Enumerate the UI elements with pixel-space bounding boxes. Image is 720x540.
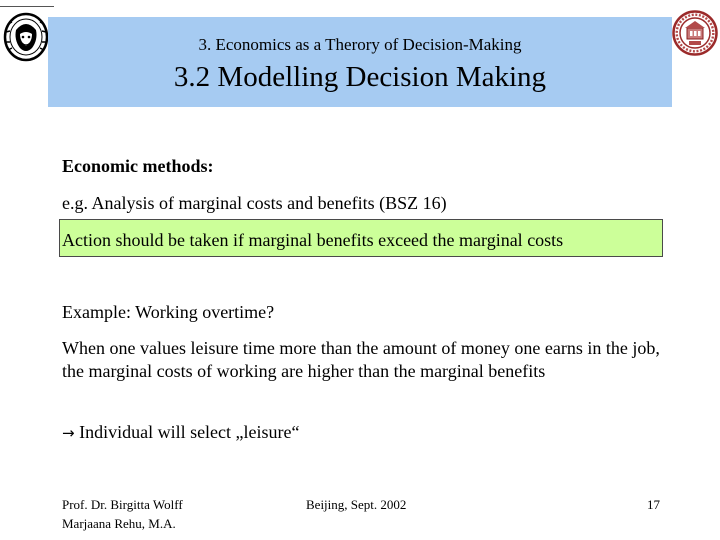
conclusion-line — [62, 421, 300, 444]
right-arrow-icon: → — [62, 424, 75, 442]
corner-rule — [0, 6, 54, 7]
example-line: e.g. Analysis of marginal costs and benefits (BSZ 16) — [62, 193, 447, 213]
page-number: 17 — [647, 497, 660, 512]
section-heading: Economic methods: — [62, 156, 214, 176]
footer-author-1: Prof. Dr. Birgitta Wolff — [62, 497, 183, 512]
explanation-paragraph: When one values leisure time more than the amount of money one earns in the job, the marginal costs of working are higher than the marginal benefits — [62, 338, 660, 381]
slide-title: 3.2 Modelling Decision Making — [173, 61, 547, 93]
university-crest-seal-icon — [672, 10, 718, 56]
slide-subtitle: 3. Economics as a Therory of Decision-Making — [198, 35, 522, 54]
footer-author-2: Marjaana Rehu, M.A. — [62, 516, 176, 531]
footer-place-date: Beijing, Sept. 2002 — [306, 497, 407, 512]
conclusion-text: Individual will select „leisure“ — [79, 422, 300, 442]
university-portrait-seal-icon — [2, 10, 50, 62]
example-question: Example: Working overtime? — [62, 302, 275, 322]
highlight-rule-text: Action should be taken if marginal benefits exceed the marginal costs — [62, 230, 564, 250]
